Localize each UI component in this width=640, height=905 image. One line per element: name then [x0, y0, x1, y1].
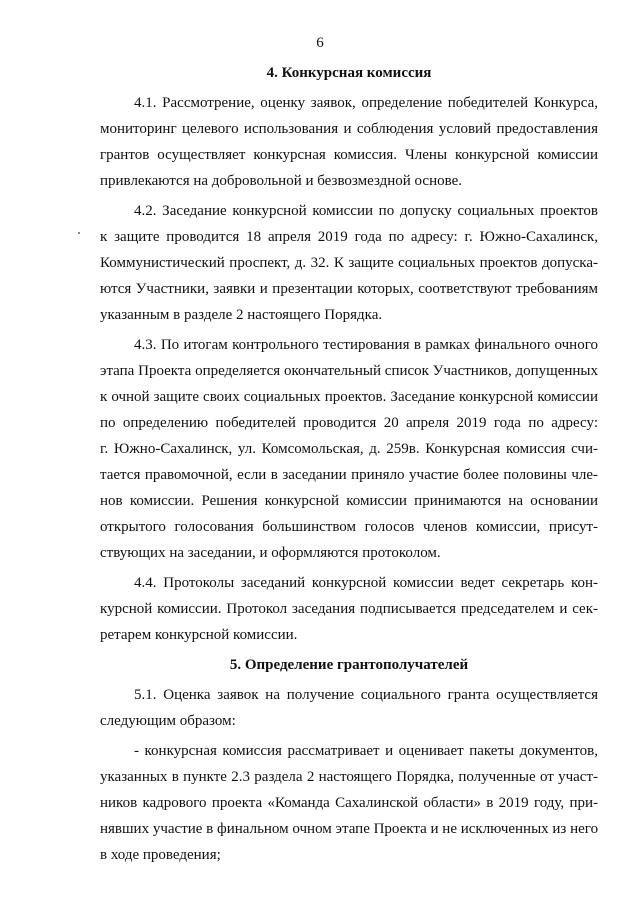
paragraph-line: 4.2. Заседание конкурсной комиссии по допуску социальных проектов [134, 203, 598, 219]
paragraph-line: нявших участие в финальном очном этапе Проекта и не исключенных из него [100, 821, 598, 837]
section-4-heading: 4. Конкурсная комиссия [266, 65, 432, 81]
paragraph-line: 4.3. По итогам контрольного тестирования в рамках финального очного [134, 337, 598, 353]
document-body [100, 60, 598, 868]
paragraph-line: этапа Проекта определяется окончательный список Участников, допущенных [100, 363, 598, 379]
paragraph-line: 5.1. Оценка заявок на получение социального гранта осуществляется [134, 687, 598, 703]
paragraph-4-4 [100, 570, 598, 648]
paragraph-line: ются Участники, заявки и презентации которых, соответствуют требованиям [100, 281, 598, 297]
paragraph-5-1 [100, 682, 598, 734]
paragraph-4-2 [100, 198, 598, 328]
paragraph-line: 4.4. Протоколы заседаний конкурсной комиссии ведет секретарь кон- [134, 575, 598, 591]
paragraph-4-1 [100, 90, 598, 194]
paragraph-line: указанным в разделе 2 настоящего Порядка. [100, 307, 383, 323]
section-5-heading: 5. Определение грантополучателей [229, 657, 469, 673]
paragraph-line: в ходе проведения; [100, 847, 221, 863]
page-number: 6 [316, 35, 324, 51]
paragraph-line: к защите проводится 18 апреля 2019 года по адресу: г. Южно-Сахалинск, [100, 229, 598, 245]
paragraph-line: грантов осуществляет конкурсная комиссия. Члены конкурсной комиссии [100, 147, 598, 163]
paragraph-line: открытого голосования большинством голосов членов комиссии, присут- [100, 519, 598, 535]
paragraph-line: 4.1. Рассмотрение, оценку заявок, определение победителей Конкурса, [134, 95, 598, 111]
paragraph-line: ствующих на заседании, и оформляются протоколом. [100, 545, 441, 561]
paragraph-line: к очной защите своих социальных проектов. Заседание конкурсной комиссии [100, 389, 598, 405]
paragraph-line: нов комиссии. Решения конкурсной комиссии принимаются на основании [100, 493, 598, 509]
paragraph-line: по определению победителей проводится 20 апреля 2019 года по адресу: [100, 415, 598, 431]
paragraph-line: ников кадрового проекта «Команда Сахалинской области» в 2019 году, при- [100, 795, 598, 811]
paragraph-4-3 [100, 332, 598, 566]
paragraph-line: г. Южно-Сахалинск, ул. Комсомольская, д. 259в. Конкурсная комиссия счи- [100, 441, 598, 457]
paragraph-line: Коммунистический проспект, д. 32. К защите социальных проектов допуска- [100, 255, 598, 271]
paragraph-5-1-item [100, 738, 598, 868]
paragraph-line: указанных в пункте 2.3 раздела 2 настоящего Порядка, полученные от участ- [100, 769, 598, 785]
paragraph-line: ретарем конкурсной комиссии. [100, 627, 298, 643]
paragraph-line: мониторинг целевого использования и соблюдения условий предоставления [100, 121, 598, 137]
paragraph-line: тается правомочной, если в заседании приняло участие более половины чле- [100, 467, 598, 483]
scan-speck [78, 232, 80, 234]
paragraph-line: следующим образом: [100, 713, 236, 729]
paragraph-line: - конкурсная комиссия рассматривает и оценивает пакеты документов, [134, 743, 598, 759]
paragraph-line: привлекаются на добровольной и безвозмездной основе. [100, 173, 463, 189]
paragraph-line: курсной комиссии. Протокол заседания подписывается председателем и сек- [100, 601, 598, 617]
